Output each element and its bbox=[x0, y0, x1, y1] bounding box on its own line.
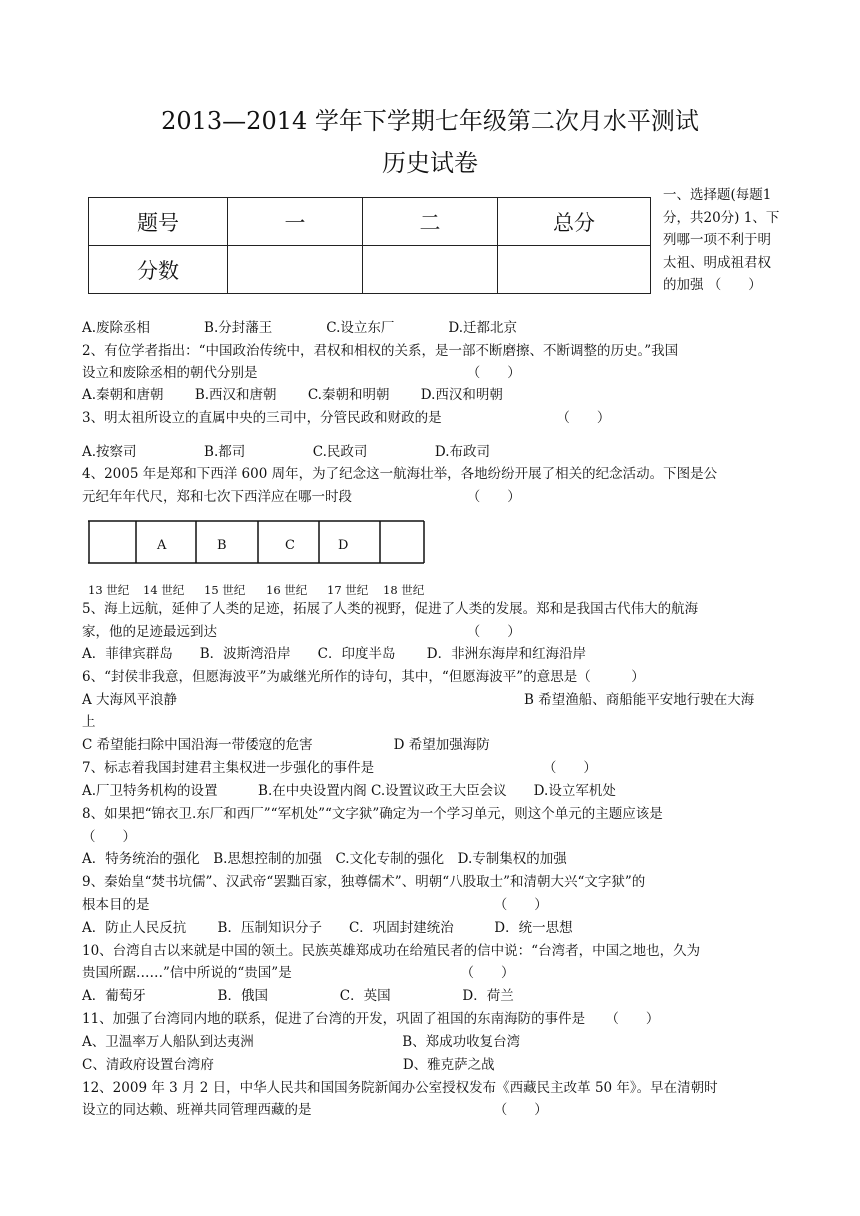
q7-options: A.厂卫特务机构的设置 B.在中央设置内阁 C.设置议政王大臣会议 D.设立军机处 bbox=[82, 783, 616, 799]
q12-text-cont: 设立的同达赖、班禅共同管理西藏的是 （ ） bbox=[82, 1102, 548, 1118]
q9-text-cont: 根本目的是 （ ） bbox=[82, 897, 548, 913]
q5-options: A．菲律宾群岛 B．波斯湾沿岸 C．印度半岛 D．非洲东海岸和红海沿岸 bbox=[82, 646, 587, 662]
q3-options: A.按察司 B.都司 C.民政司 D.布政司 bbox=[82, 444, 491, 460]
score-table bbox=[88, 197, 651, 294]
q7-text: 7、标志着我国封建君主集权进一步强化的事件是 （ ） bbox=[82, 760, 597, 776]
timeline-label-b: B bbox=[217, 538, 227, 553]
q2-text: 2、有位学者指出：“中国政治传统中，君权和相权的关系，是一部不断磨擦、不断调整的历史。”我国 bbox=[82, 343, 679, 359]
side-note-question-1: 一、选择题(每题1分，共20分) 1、下列哪一项不利于明太祖、明成祖君权的加强 （ ） bbox=[663, 187, 780, 293]
q5-text-cont: 家，他的足迹最远到达 （ ） bbox=[82, 624, 521, 640]
score-table-header-row bbox=[89, 198, 651, 246]
timeline-axis-label: 15 世纪 bbox=[204, 583, 246, 597]
timeline-axis-label: 13 世纪 bbox=[88, 583, 130, 597]
q2-options: A.秦朝和唐朝 B.西汉和唐朝 C.秦朝和明朝 D.西汉和明朝 bbox=[82, 387, 503, 403]
timeline-label-c: C bbox=[285, 538, 295, 553]
score-cell: 题号 bbox=[89, 198, 228, 246]
q11-options-cd: C、清政府设置台湾府 D、雅克萨之战 bbox=[82, 1057, 495, 1073]
q4-text: 4、2005 年是郑和下西洋 600 周年，为了纪念这一航海壮举，各地纷纷开展了相关的纪念活动。下图是公 bbox=[82, 466, 718, 482]
score-cell bbox=[363, 246, 498, 294]
q6-options-cd: C 希望能扫除中国沿海一带倭寇的危害 D 希望加强海防 bbox=[82, 737, 490, 753]
q4-text-cont: 元纪年年代尺，郑和七次下西洋应在哪一时段 （ ） bbox=[82, 489, 521, 505]
exam-title: 2013—2014 学年下学期七年级第二次月水平测试 bbox=[161, 107, 699, 135]
timeline-axis-label: 17 世纪 bbox=[327, 583, 369, 597]
q6-option-b: B 希望渔船、商船能平安地行驶在大海 bbox=[524, 692, 755, 708]
q8-text-cont: （ ） bbox=[82, 829, 136, 845]
q9-text: 9、秦始皇“焚书坑儒”、汉武帝“罢黜百家，独尊儒术”、明朝“八股取士”和清朝大兴“文字狱”的 bbox=[82, 874, 646, 890]
q8-options: A．特务统治的强化 B.思想控制的加强 C.文化专制的强化 D.专制集权的加强 bbox=[82, 851, 567, 867]
q3-text: 3、明太祖所设立的直属中央的三司中，分管民政和财政的是 （ ） bbox=[82, 410, 611, 426]
timeline-axis-label: 14 世纪 bbox=[143, 583, 185, 597]
q10-text: 10、台湾自古以来就是中国的领土。民族英雄郑成功在给殖民者的信中说：“台湾者，中国之地也，久为 bbox=[82, 943, 701, 959]
timeline-label-a: A bbox=[157, 538, 167, 553]
timeline-axis-label: 16 世纪 bbox=[266, 583, 308, 597]
score-cell bbox=[498, 246, 651, 294]
q10-options: A．葡萄牙 B．俄国 C．英国 D．荷兰 bbox=[82, 988, 514, 1004]
q5-text: 5、海上远航，延伸了人类的足迹，拓展了人类的视野，促进了人类的发展。郑和是我国古代伟大的航海 bbox=[82, 601, 699, 617]
q6-text: 6、“封侯非我意，但愿海波平”为戚继光所作的诗句，其中，“但愿海波平”的意思是（ ） bbox=[82, 669, 645, 685]
timeline-ticks bbox=[89, 521, 424, 563]
q11-text: 11、加强了台湾同内地的联系，促进了台湾的开发，巩固了祖国的东南海防的事件是 （ ） bbox=[82, 1011, 660, 1027]
exam-subtitle: 历史试卷 bbox=[382, 149, 478, 177]
score-table-score-row bbox=[89, 246, 651, 294]
q6-option-a: A 大海风平浪静 bbox=[82, 692, 178, 708]
q9-options: A．防止人民反抗 B．压制知识分子 C．巩固封建统治 D．统一思想 bbox=[82, 920, 573, 936]
timeline-chart bbox=[88, 519, 428, 565]
q11-options-ab: A、卫温率万人船队到达夷洲 B、郑成功收复台湾 bbox=[82, 1034, 521, 1050]
q1-options: A.废除丞相 B.分封藩王 C.设立东厂 D.迁都北京 bbox=[82, 320, 518, 336]
score-cell: 总分 bbox=[498, 198, 651, 246]
q10-text-cont: 贵国所踞……”信中所说的“贵国”是 （ ） bbox=[82, 965, 515, 981]
score-cell: 一 bbox=[228, 198, 363, 246]
timeline-axis-label: 18 世纪 bbox=[383, 583, 425, 597]
score-cell: 二 bbox=[363, 198, 498, 246]
q2-text-cont: 设立和废除丞相的朝代分别是 （ ） bbox=[82, 365, 521, 381]
q8-text: 8、如果把“锦衣卫.东厂和西厂”“军机处”“文字狱”确定为一个学习单元，则这个单元的主题应该是 bbox=[82, 806, 663, 822]
q6-option-b-cont: 上 bbox=[82, 714, 96, 730]
score-cell: 分数 bbox=[89, 246, 228, 294]
score-cell bbox=[228, 246, 363, 294]
timeline-label-d: D bbox=[338, 538, 349, 553]
q12-text: 12、2009 年 3 月 2 日，中华人民共和国国务院新闻办公室授权发布《西藏民主改革 50 年》。早在清朝时 bbox=[82, 1080, 718, 1096]
